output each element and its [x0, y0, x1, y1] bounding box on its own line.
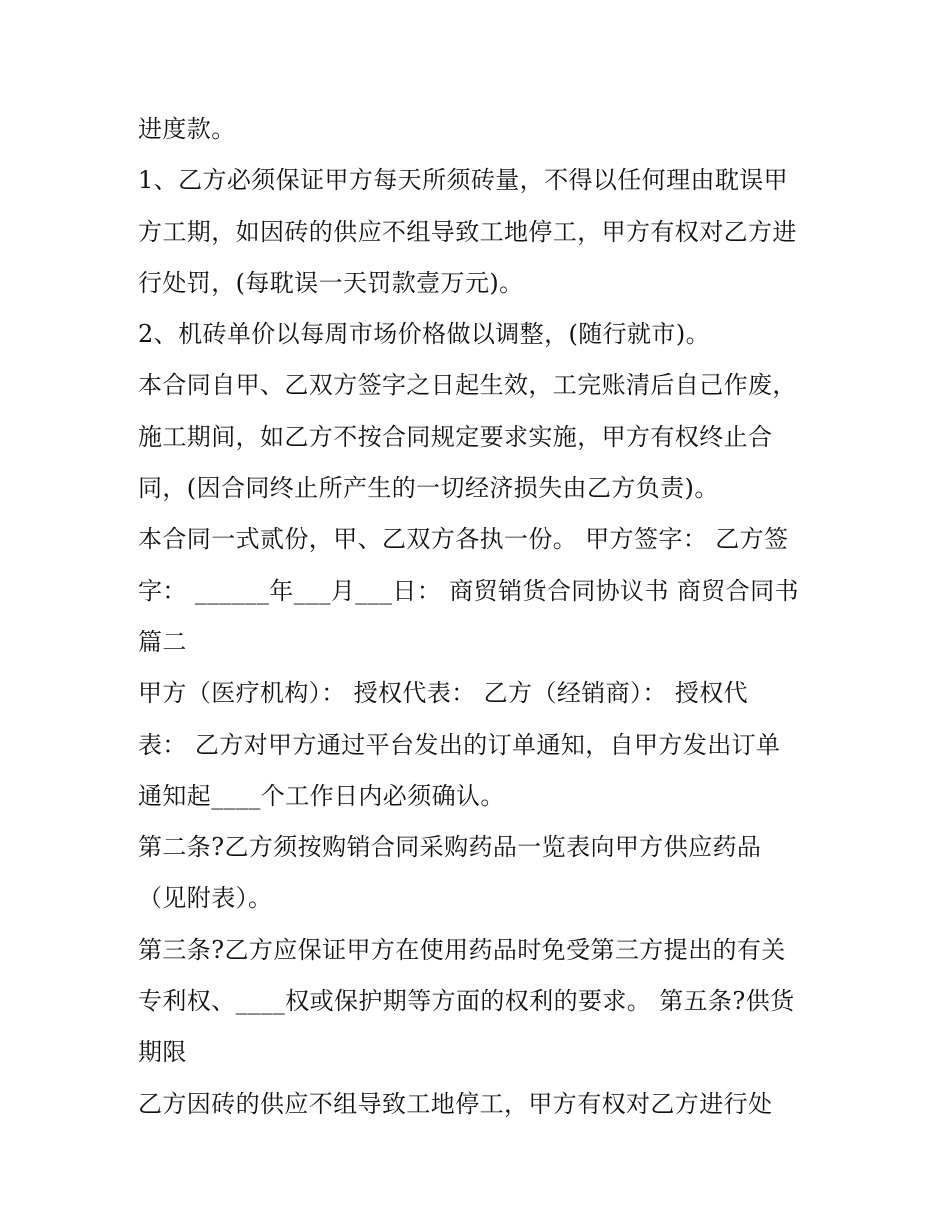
text-line: 第二条?乙方须按购销合同采购药品一览表向甲方供应药品 [138, 833, 762, 862]
document-body [138, 104, 818, 1130]
text-line: 表： 乙方对甲方通过平台发出的订单通知，自甲方发出订单 [138, 730, 781, 759]
text-line: （见附表）。 [138, 884, 273, 913]
text-line: 字： ______年___月___日： 商贸销货合同协议书 商贸合同书 [138, 576, 799, 605]
text-line: 本合同自甲、乙双方签字之日起生效，工完账清后自己作废， [138, 371, 797, 400]
text-line: 1、乙方必须保证甲方每天所须砖量，不得以任何理由耽误甲 [138, 166, 789, 195]
text-line: 施工期间，如乙方不按合同规定要求实施，甲方有权终止合 [138, 422, 773, 451]
text-line: 2、机砖单价以每周市场价格做以调整，(随行就市)。 [138, 320, 710, 349]
text-line: 方工期，如因砖的供应不组导致工地停工，甲方有权对乙方进 [138, 217, 797, 246]
text-line: 专利权、____权或保护期等方面的权利的要求。 第五条?供货 [138, 987, 795, 1016]
text-line: 行处罚，(每耽误一天罚款壹万元)。 [138, 268, 524, 297]
text-line: 通知起____个工作日内必须确认。 [138, 781, 505, 810]
text-line: 乙方因砖的供应不组导致工地停工，甲方有权对乙方进行处 [138, 1089, 773, 1118]
text-line: 进度款。 [138, 115, 236, 143]
text-line: 甲方（医疗机构）： 授权代表： 乙方（经销商）： 授权代 [138, 679, 749, 708]
text-line: 第三条?乙方应保证甲方在使用药品时免受第三方提出的有关 [138, 935, 786, 964]
text-line: 篇二 [138, 627, 187, 656]
text-line: 期限 [138, 1038, 187, 1067]
text-line: 本合同一式贰份，甲、乙双方各执一份。 甲方签字： 乙方签 [138, 525, 789, 554]
text-line: 同，(因合同终止所产生的一切经济损失由乙方负责)。 [138, 474, 719, 503]
